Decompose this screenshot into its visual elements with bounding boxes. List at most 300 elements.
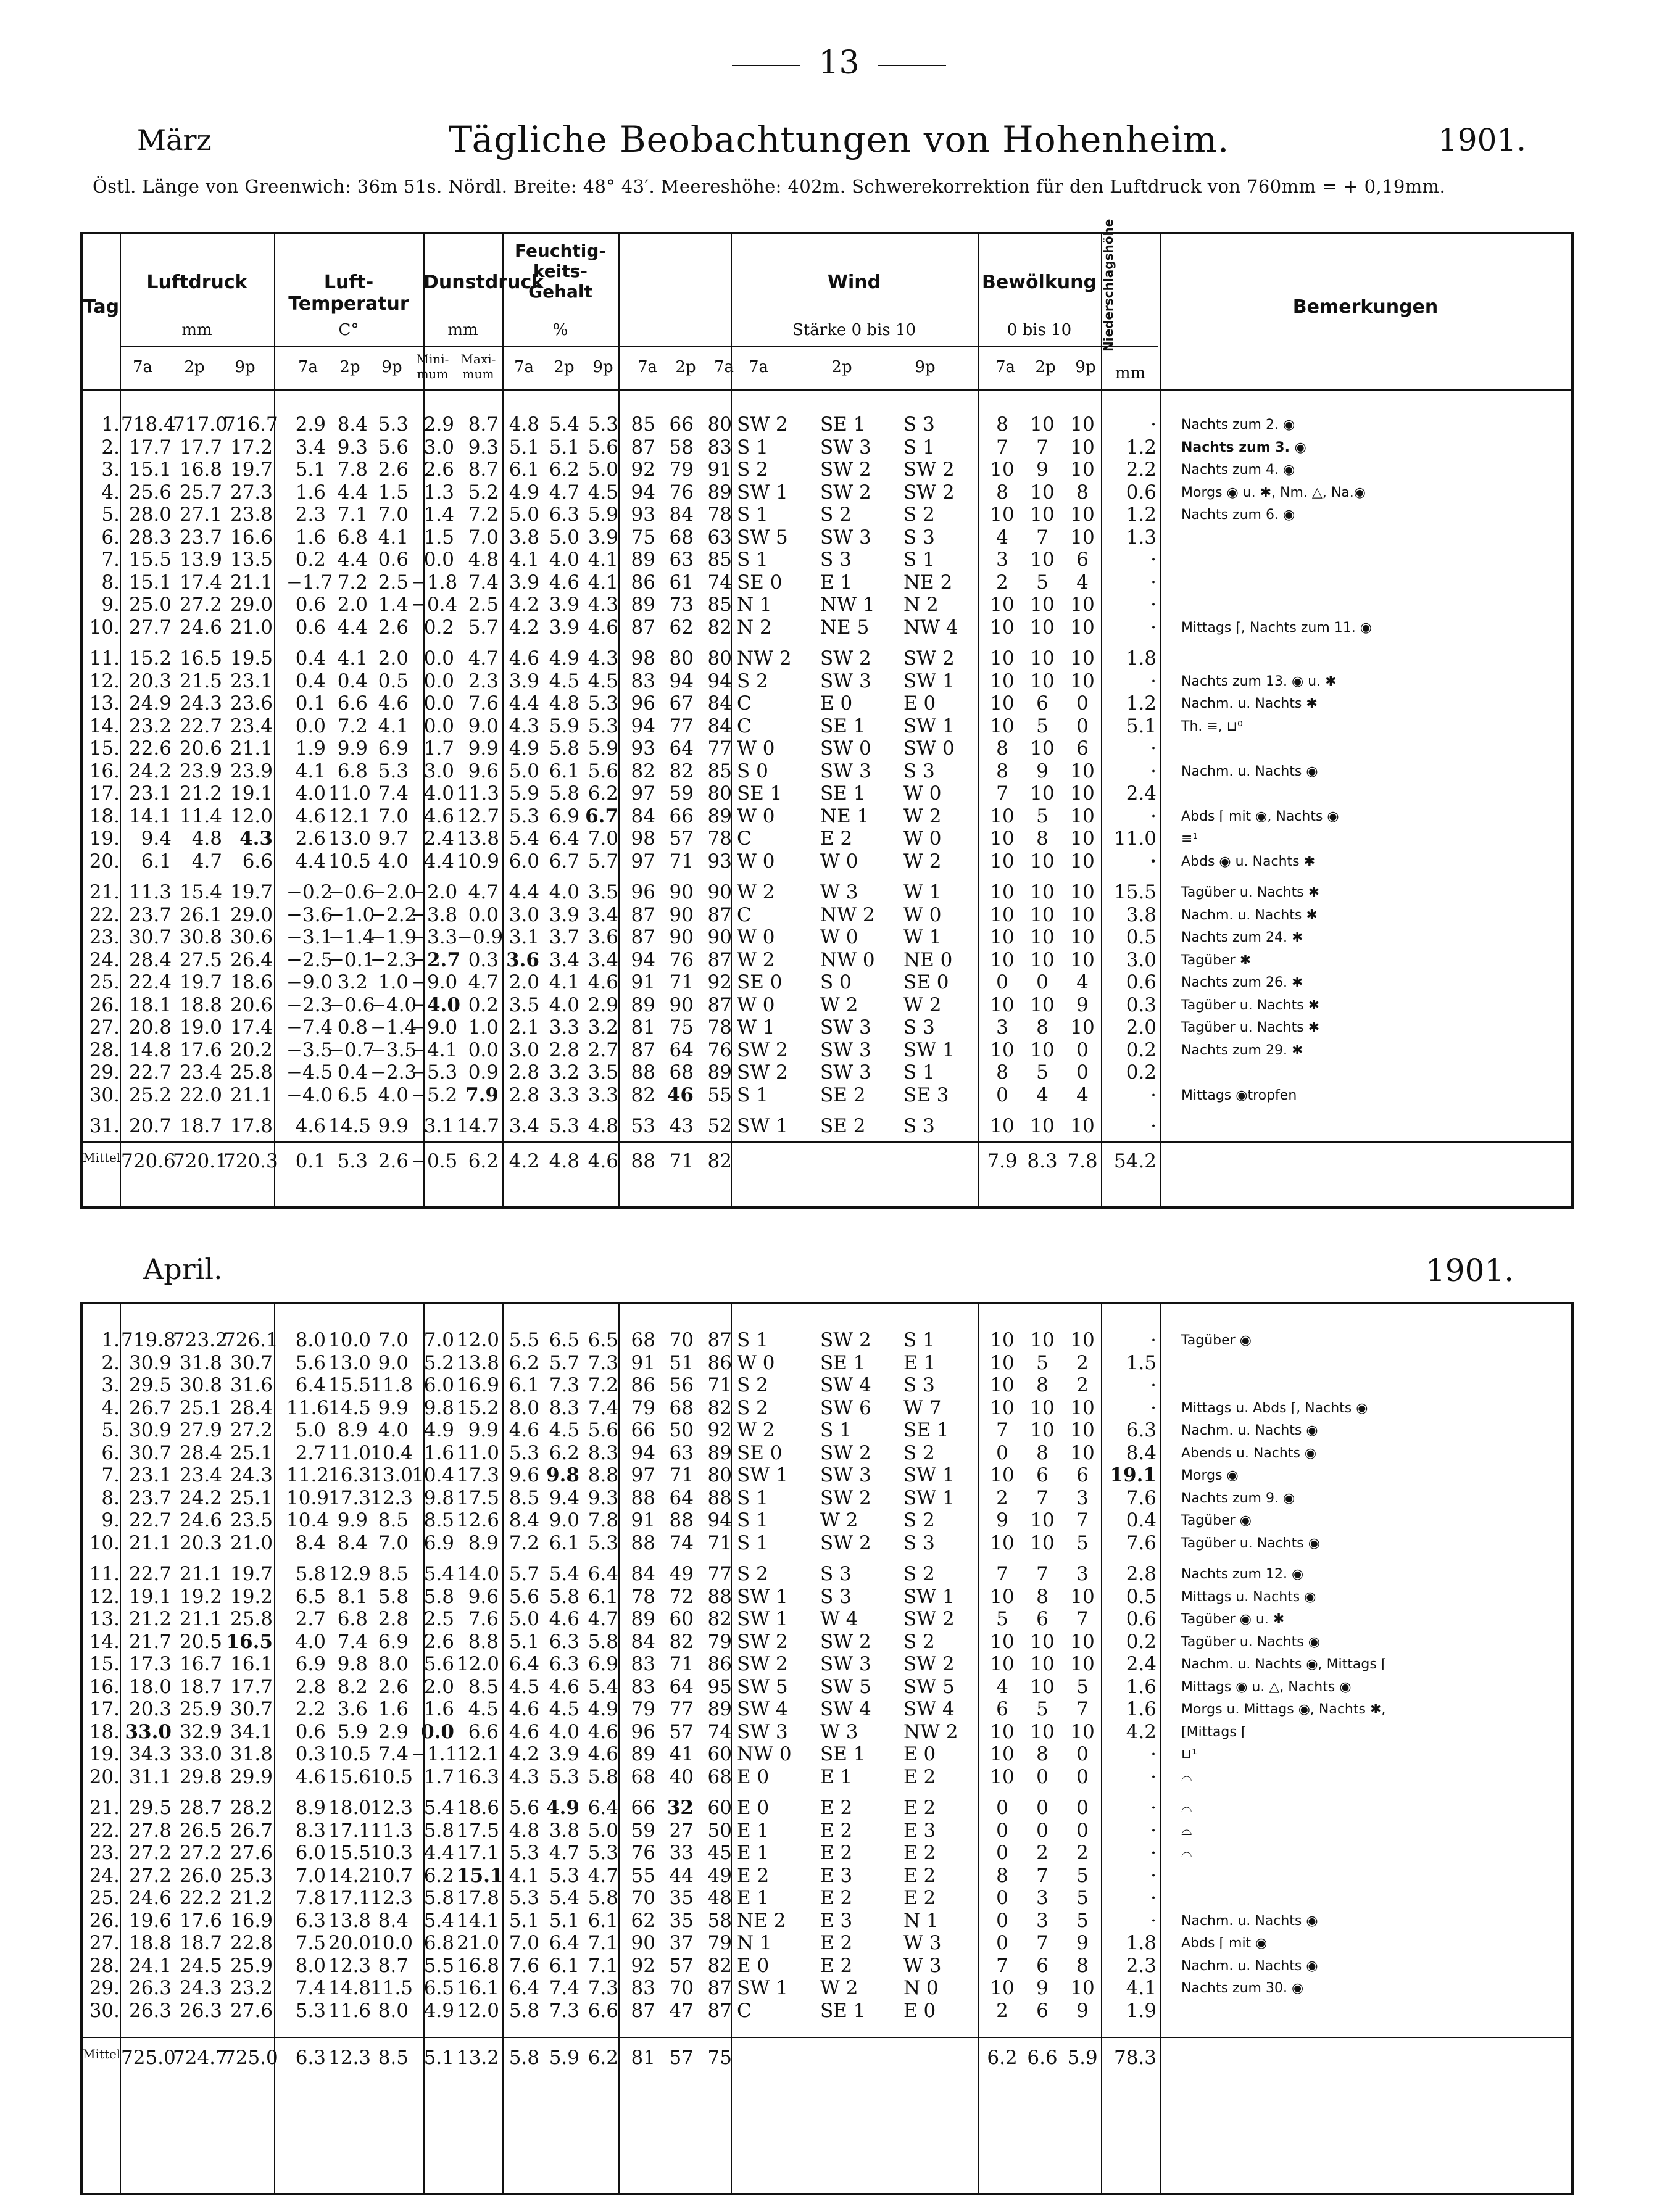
cell-value: 5.3 xyxy=(378,413,409,436)
cell-value: 9.6 xyxy=(468,760,499,782)
cell-value: 93 xyxy=(631,503,655,526)
cell-value: 9.9 xyxy=(337,737,368,760)
remark: Nachts zum 30. ◉ xyxy=(1181,1981,1304,1996)
cell-value: 5.1 xyxy=(549,436,579,458)
cell-value: 15.1 xyxy=(457,1864,504,1887)
cell-value: 0.2 xyxy=(295,549,326,571)
mean-value: 7.8 xyxy=(1067,1149,1098,1172)
cell-value: 82 xyxy=(707,616,732,639)
day-label: 30. xyxy=(89,1083,120,1106)
cell-value: 17.2 xyxy=(230,436,273,458)
cell-value: 4.1 xyxy=(588,549,618,571)
cell-value: 0.2 xyxy=(1126,1038,1157,1061)
cell-value: 6.1 xyxy=(549,1954,579,1977)
cell-value: 9.8 xyxy=(423,1486,454,1509)
cell-value: 6.6 xyxy=(468,1720,499,1743)
cell-value: 8 xyxy=(1036,1441,1049,1464)
cell-value: 5.9 xyxy=(588,737,618,760)
cell-value: 8.0 xyxy=(295,1329,326,1351)
cell-value: SW 5 xyxy=(903,1675,955,1698)
cell-value: 8.9 xyxy=(337,1419,368,1441)
subheader-h7: 7a xyxy=(713,358,734,376)
cell-value: N 1 xyxy=(903,1909,939,1932)
cell-value: 1.5 xyxy=(378,481,409,503)
cell-value: 0 xyxy=(1036,1765,1049,1788)
mean-value: 4.6 xyxy=(588,1149,618,1172)
remark: Tagüber u. Nachts ✱ xyxy=(1181,997,1320,1013)
cell-value: 5.7 xyxy=(549,1351,579,1374)
cell-value: 17.3 xyxy=(457,1464,500,1486)
cell-value: 6.8 xyxy=(337,760,368,782)
cell-value: 10 xyxy=(990,669,1015,692)
cell-value: 9 xyxy=(1076,993,1089,1016)
cell-value: 0.0 xyxy=(468,1038,499,1061)
cell-value: 7.0 xyxy=(295,1864,326,1887)
cell-value: 28.4 xyxy=(179,1441,222,1464)
subheader-h7: 7a xyxy=(995,358,1016,376)
cell-value: 2.9 xyxy=(588,993,618,1016)
subheader-h7: 7a xyxy=(637,358,658,376)
cell-value: E 1 xyxy=(820,1765,853,1788)
cell-value: 50 xyxy=(707,1819,732,1842)
cell-value: 10 xyxy=(1030,1653,1055,1675)
cell-value: 8.8 xyxy=(468,1630,499,1653)
cell-value: 10 xyxy=(1070,1653,1095,1675)
cell-value: 6.6 xyxy=(242,850,273,872)
cell-value: 17.7 xyxy=(179,436,222,458)
cell-value: 83 xyxy=(631,1977,655,1999)
remark: Mittags ◉tropfen xyxy=(1181,1087,1297,1103)
cell-value: E 0 xyxy=(737,1797,770,1819)
cell-value: 11.3 xyxy=(128,881,172,903)
cell-value: 8 xyxy=(1076,1954,1089,1977)
cell-value: 18.1 xyxy=(128,993,172,1016)
cell-value: · xyxy=(1150,549,1157,571)
cell-value: 27.5 xyxy=(179,948,222,971)
cell-value: 29.0 xyxy=(230,903,273,926)
cell-value: 726.1 xyxy=(223,1329,278,1351)
day-label: 4. xyxy=(101,481,120,503)
cell-value: SW 2 xyxy=(903,1608,955,1630)
cell-value: 68 xyxy=(707,1765,732,1788)
cell-value: 1.6 xyxy=(295,526,326,549)
cell-value: 15.1 xyxy=(128,458,172,481)
cell-value: 18.7 xyxy=(179,1115,222,1137)
cell-value: W 1 xyxy=(903,926,942,948)
cell-value: 80 xyxy=(707,413,732,436)
cell-value: 3 xyxy=(1036,1887,1049,1909)
remark: Tagüber u. Nachts ◉ xyxy=(1181,1535,1320,1551)
cell-value: 23.7 xyxy=(179,526,222,549)
cell-value: 718.4 xyxy=(121,413,176,436)
cell-value: 68 xyxy=(631,1765,655,1788)
cell-value: 5.8 xyxy=(378,1585,409,1608)
cell-value: 2 xyxy=(1076,1842,1089,1864)
cell-value: S 2 xyxy=(903,1441,935,1464)
cell-value: −3.6 xyxy=(286,903,333,926)
cell-value: 14.5 xyxy=(328,1396,372,1419)
cell-value: E 2 xyxy=(820,1819,853,1842)
cell-value: S 1 xyxy=(903,1061,935,1083)
cell-value: 7.3 xyxy=(588,1351,618,1374)
cell-value: 21.7 xyxy=(128,1630,172,1653)
cell-value: N 1 xyxy=(737,594,772,616)
cell-value: SW 2 xyxy=(903,647,955,669)
cell-value: 1.2 xyxy=(1126,503,1157,526)
cell-value: S 0 xyxy=(820,971,852,993)
cell-value: 87 xyxy=(707,1977,732,1999)
cell-value: 0.4 xyxy=(295,647,326,669)
cell-value: 29.8 xyxy=(179,1765,222,1788)
remark: Nachts zum 24. ✱ xyxy=(1181,930,1303,945)
cell-value: 4 xyxy=(996,1675,1008,1698)
cell-value: 18.7 xyxy=(179,1932,222,1954)
cell-value: · xyxy=(1150,571,1157,594)
remark: Nachm. u. Nachts ◉ xyxy=(1181,1423,1318,1438)
cell-value: 1.0 xyxy=(378,971,409,993)
cell-value: · xyxy=(1150,1743,1157,1765)
cell-value: 4.1 xyxy=(1126,1977,1157,1999)
day-label: 2. xyxy=(101,1351,120,1374)
cell-value: 4 xyxy=(1036,1083,1049,1106)
cell-value: 6.0 xyxy=(509,850,539,872)
mean-value: 6.2 xyxy=(588,2047,618,2069)
mean-value: 5.1 xyxy=(423,2047,454,2069)
cell-value: 4.4 xyxy=(509,881,539,903)
cell-value: 7.0 xyxy=(423,1329,454,1351)
day-label: 28. xyxy=(89,1954,120,1977)
cell-value: 89 xyxy=(631,594,655,616)
cell-value: 4.0 xyxy=(423,782,454,805)
cell-value: 8.5 xyxy=(378,1509,409,1531)
cell-value: 5.8 xyxy=(588,1887,618,1909)
cell-value: 77 xyxy=(707,737,732,760)
day-label: 6. xyxy=(101,526,120,549)
cell-value: 1.8 xyxy=(1126,1932,1157,1954)
cell-value: 83 xyxy=(631,1675,655,1698)
cell-value: SE 2 xyxy=(820,1115,866,1137)
cell-value: 3.0 xyxy=(509,903,539,926)
cell-value: 10 xyxy=(990,1743,1015,1765)
cell-value: 16.9 xyxy=(230,1909,273,1932)
cell-value: 0 xyxy=(996,1083,1008,1106)
cell-value: −3.5 xyxy=(286,1038,333,1061)
cell-value: −1.4 xyxy=(370,1016,417,1038)
remark: Nachm. u. Nachts ✱ xyxy=(1181,696,1318,711)
day-label: 30. xyxy=(89,1999,120,2022)
cell-value: 19.1 xyxy=(128,1585,172,1608)
cell-value: 1.4 xyxy=(378,594,409,616)
cell-value: 15.6 xyxy=(328,1765,372,1788)
cell-value: 0 xyxy=(996,971,1008,993)
cell-value: 10 xyxy=(1030,594,1055,616)
cell-value: SW 2 xyxy=(820,1486,871,1509)
cell-value: 82 xyxy=(669,760,694,782)
cell-value: 6.4 xyxy=(549,827,579,850)
cell-value: 6.1 xyxy=(509,1374,539,1396)
cell-value: 98 xyxy=(631,647,655,669)
cell-value: 44 xyxy=(669,1864,694,1887)
day-label: 13. xyxy=(89,692,120,715)
cell-value: 82 xyxy=(631,1083,655,1106)
cell-value: E 3 xyxy=(820,1864,853,1887)
cell-value: C xyxy=(737,827,752,850)
cell-value: 4.4 xyxy=(337,549,368,571)
cell-value: 63 xyxy=(707,526,732,549)
cell-value: 4.9 xyxy=(546,1797,579,1819)
cell-value: S 2 xyxy=(903,503,935,526)
cell-value: 0.5 xyxy=(378,669,409,692)
cell-value: 16.6 xyxy=(230,526,273,549)
cell-value: SW 3 xyxy=(820,1061,871,1083)
cell-value: 4.6 xyxy=(295,1115,326,1137)
cell-value: 10 xyxy=(1030,1038,1055,1061)
mean-value: 5.8 xyxy=(509,2047,539,2069)
cell-value: 30.9 xyxy=(128,1419,172,1441)
cell-value: 41 xyxy=(669,1743,694,1765)
cell-value: W 2 xyxy=(737,881,775,903)
cell-value: 9.3 xyxy=(468,436,499,458)
cell-value: 9.4 xyxy=(141,827,172,850)
cell-value: 10 xyxy=(990,647,1015,669)
subheader-h9: 9p xyxy=(381,358,402,376)
cell-value: 5.3 xyxy=(549,1115,579,1137)
cell-value: 4 xyxy=(1076,971,1089,993)
cell-value: 88 xyxy=(631,1061,655,1083)
cell-value: SE 0 xyxy=(903,971,949,993)
cell-value: 0 xyxy=(1036,971,1049,993)
cell-value: S 1 xyxy=(737,1083,768,1106)
cell-value: 7 xyxy=(996,782,1008,805)
cell-value: 10 xyxy=(1030,948,1055,971)
cell-value: 5.5 xyxy=(423,1954,454,1977)
cell-value: 68 xyxy=(631,1329,655,1351)
cell-value: −2.3 xyxy=(370,948,417,971)
cell-value: 24.2 xyxy=(179,1486,222,1509)
cell-value: 3.2 xyxy=(588,1016,618,1038)
cell-value: −5.2 xyxy=(411,1083,458,1106)
cell-value: 0.6 xyxy=(1126,1608,1157,1630)
cell-value: SW 2 xyxy=(737,1630,788,1653)
mean-value: 82 xyxy=(707,1149,732,1172)
cell-value: 82 xyxy=(631,760,655,782)
cell-value: 5.2 xyxy=(468,481,499,503)
cell-value: SW 2 xyxy=(820,647,871,669)
cell-value: 75 xyxy=(669,1016,694,1038)
cell-value: 4 xyxy=(1076,1083,1089,1106)
cell-value: 3 xyxy=(1076,1563,1089,1585)
cell-value: E 2 xyxy=(820,1797,853,1819)
cell-value: SE 0 xyxy=(737,971,783,993)
remark: [Mittags ⌈ xyxy=(1181,1724,1247,1740)
cell-value: 8.9 xyxy=(295,1797,326,1819)
cell-value: 21.1 xyxy=(230,737,273,760)
cell-value: 50 xyxy=(669,1419,694,1441)
cell-value: 2.9 xyxy=(378,1720,409,1743)
cell-value: 75 xyxy=(631,526,655,549)
cell-value: 7.6 xyxy=(468,1608,499,1630)
cell-value: SE 1 xyxy=(820,715,866,737)
cell-value: 6 xyxy=(1036,1954,1049,1977)
cell-value: 24.9 xyxy=(128,692,172,715)
cell-value: 10 xyxy=(1030,1509,1055,1531)
cell-value: 11.3 xyxy=(457,782,500,805)
cell-value: 46 xyxy=(667,1083,694,1106)
cell-value: 85 xyxy=(631,413,655,436)
cell-value: 5.4 xyxy=(509,827,539,850)
cell-value: 23.7 xyxy=(128,903,172,926)
cell-value: 68 xyxy=(669,1396,694,1419)
cell-value: 87 xyxy=(631,926,655,948)
cell-value: 2 xyxy=(996,1486,1008,1509)
cell-value: 89 xyxy=(631,993,655,1016)
cell-value: 7.2 xyxy=(337,571,368,594)
cell-value: 90 xyxy=(669,903,694,926)
cell-value: −3.5 xyxy=(370,1038,417,1061)
cell-value: 51 xyxy=(669,1351,694,1374)
cell-value: 12.0 xyxy=(457,1329,500,1351)
cell-value: 6.3 xyxy=(549,1630,579,1653)
cell-value: 78 xyxy=(707,1016,732,1038)
cell-value: 10 xyxy=(1070,1396,1095,1419)
cell-value: 10 xyxy=(990,1374,1015,1396)
cell-value: 5.8 xyxy=(295,1563,326,1585)
cell-value: 71 xyxy=(707,1374,732,1396)
cell-value: 2.7 xyxy=(588,1038,618,1061)
cell-value: 0 xyxy=(996,1441,1008,1464)
remark: Mittags u. Abds ⌈, Nachts ◉ xyxy=(1181,1400,1368,1416)
cell-value: 23.5 xyxy=(230,1509,273,1531)
cell-value: SW 4 xyxy=(903,1698,955,1720)
cell-value: 16.9 xyxy=(457,1374,500,1396)
cell-value: W 0 xyxy=(737,850,775,872)
cell-value: 5.8 xyxy=(549,737,579,760)
day-label: 3. xyxy=(101,1374,120,1396)
remark: Tagüber u. Nachts ◉ xyxy=(1181,1634,1320,1650)
cell-value: 77 xyxy=(669,1698,694,1720)
cell-value: W 2 xyxy=(903,850,942,872)
remark: Nachts zum 9. ◉ xyxy=(1181,1490,1295,1506)
cell-value: SW 3 xyxy=(820,1653,871,1675)
cell-value: 0.0 xyxy=(423,647,454,669)
cell-value: 2.6 xyxy=(378,1675,409,1698)
cell-value: 2.1 xyxy=(509,1016,539,1038)
cell-value: 0.0 xyxy=(423,669,454,692)
cell-value: 7.8 xyxy=(295,1887,326,1909)
cell-value: 5 xyxy=(996,1608,1008,1630)
cell-value: 33.0 xyxy=(125,1720,172,1743)
dunstdruck-header: Dunstdruck xyxy=(423,271,544,293)
cell-value: 10 xyxy=(990,1653,1015,1675)
cell-value: 8 xyxy=(996,1061,1008,1083)
cell-value: 18.8 xyxy=(128,1932,172,1954)
cell-value: SW 4 xyxy=(737,1698,788,1720)
cell-value: −0.7 xyxy=(328,1038,375,1061)
cell-value: 20.3 xyxy=(128,1698,172,1720)
cell-value: 90 xyxy=(669,926,694,948)
remark: Nachts zum 29. ✱ xyxy=(1181,1042,1303,1058)
cell-value: 28.7 xyxy=(179,1797,222,1819)
cell-value: 95 xyxy=(707,1675,732,1698)
cell-value: 3.9 xyxy=(509,571,539,594)
cell-value: 10 xyxy=(1030,993,1055,1016)
cell-value: 0.4 xyxy=(295,669,326,692)
page-number: 13 xyxy=(0,44,1678,81)
cell-value: 87 xyxy=(631,1999,655,2022)
col-divider xyxy=(1160,234,1161,1206)
cell-value: 22.7 xyxy=(128,1061,172,1083)
cell-value: 7.4 xyxy=(378,782,409,805)
cell-value: 22.6 xyxy=(128,737,172,760)
cell-value: 7.1 xyxy=(588,1954,618,1977)
cell-value: SW 1 xyxy=(737,1608,788,1630)
cell-value: 92 xyxy=(631,1954,655,1977)
remark: Nachts zum 2. ◉ xyxy=(1181,417,1295,433)
cell-value: 2.8 xyxy=(549,1038,579,1061)
cell-value: −1.8 xyxy=(411,571,458,594)
cell-value: 5 xyxy=(1036,805,1049,827)
unit-mm: mm xyxy=(181,321,212,339)
cell-value: S 2 xyxy=(737,458,768,481)
day-label: 23. xyxy=(89,926,120,948)
cell-value: 28.3 xyxy=(128,526,172,549)
remark: ≡¹ xyxy=(1181,831,1198,847)
cell-value: 17.4 xyxy=(230,1016,273,1038)
cell-value: · xyxy=(1150,805,1157,827)
cell-value: S 3 xyxy=(903,1115,935,1137)
cell-value: 32 xyxy=(667,1797,694,1819)
cell-value: −4.0 xyxy=(370,993,417,1016)
cell-value: SW 2 xyxy=(820,458,871,481)
cell-value: 3.5 xyxy=(509,993,539,1016)
cell-value: 2.6 xyxy=(423,458,454,481)
cell-value: 4.4 xyxy=(295,850,326,872)
cell-value: 11.6 xyxy=(328,1999,372,2022)
cell-value: 0.0 xyxy=(468,903,499,926)
cell-value: 4.6 xyxy=(588,1743,618,1765)
cell-value: 7.0 xyxy=(378,805,409,827)
cell-value: 10 xyxy=(1030,1720,1055,1743)
cell-value: 0.4 xyxy=(337,1061,368,1083)
cell-value: 2.5 xyxy=(423,1608,454,1630)
cell-value: 87 xyxy=(631,1038,655,1061)
cell-value: 7 xyxy=(996,1419,1008,1441)
remark: Tagüber u. Nachts ✱ xyxy=(1181,1020,1320,1035)
cell-value: 2.9 xyxy=(295,413,326,436)
cell-value: 10 xyxy=(990,1531,1015,1554)
cell-value: 10 xyxy=(990,1115,1015,1137)
cell-value: 6.7 xyxy=(585,805,618,827)
cell-value: 5.6 xyxy=(588,760,618,782)
cell-value: 0.5 xyxy=(1126,1585,1157,1608)
cell-value: 2 xyxy=(1036,1842,1049,1864)
cell-value: 10 xyxy=(990,1396,1015,1419)
cell-value: 10.9 xyxy=(286,1486,330,1509)
cell-value: 5 xyxy=(1036,571,1049,594)
cell-value: 2.6 xyxy=(423,1630,454,1653)
cell-value: 11.0 xyxy=(328,1441,372,1464)
remark: Mittags ⌈, Nachts zum 11. ◉ xyxy=(1181,619,1372,636)
day-label: 21. xyxy=(89,881,120,903)
remark: Tagüber ✱ xyxy=(1181,952,1252,968)
cell-value: 7 xyxy=(996,1563,1008,1585)
cell-value: 10 xyxy=(1030,503,1055,526)
cell-value: NW 4 xyxy=(903,616,958,639)
mean-value: 6.2 xyxy=(468,1149,499,1172)
cell-value: 17.5 xyxy=(457,1486,500,1509)
cell-value: 21.1 xyxy=(128,1531,172,1554)
cell-value: 10 xyxy=(1070,760,1095,782)
